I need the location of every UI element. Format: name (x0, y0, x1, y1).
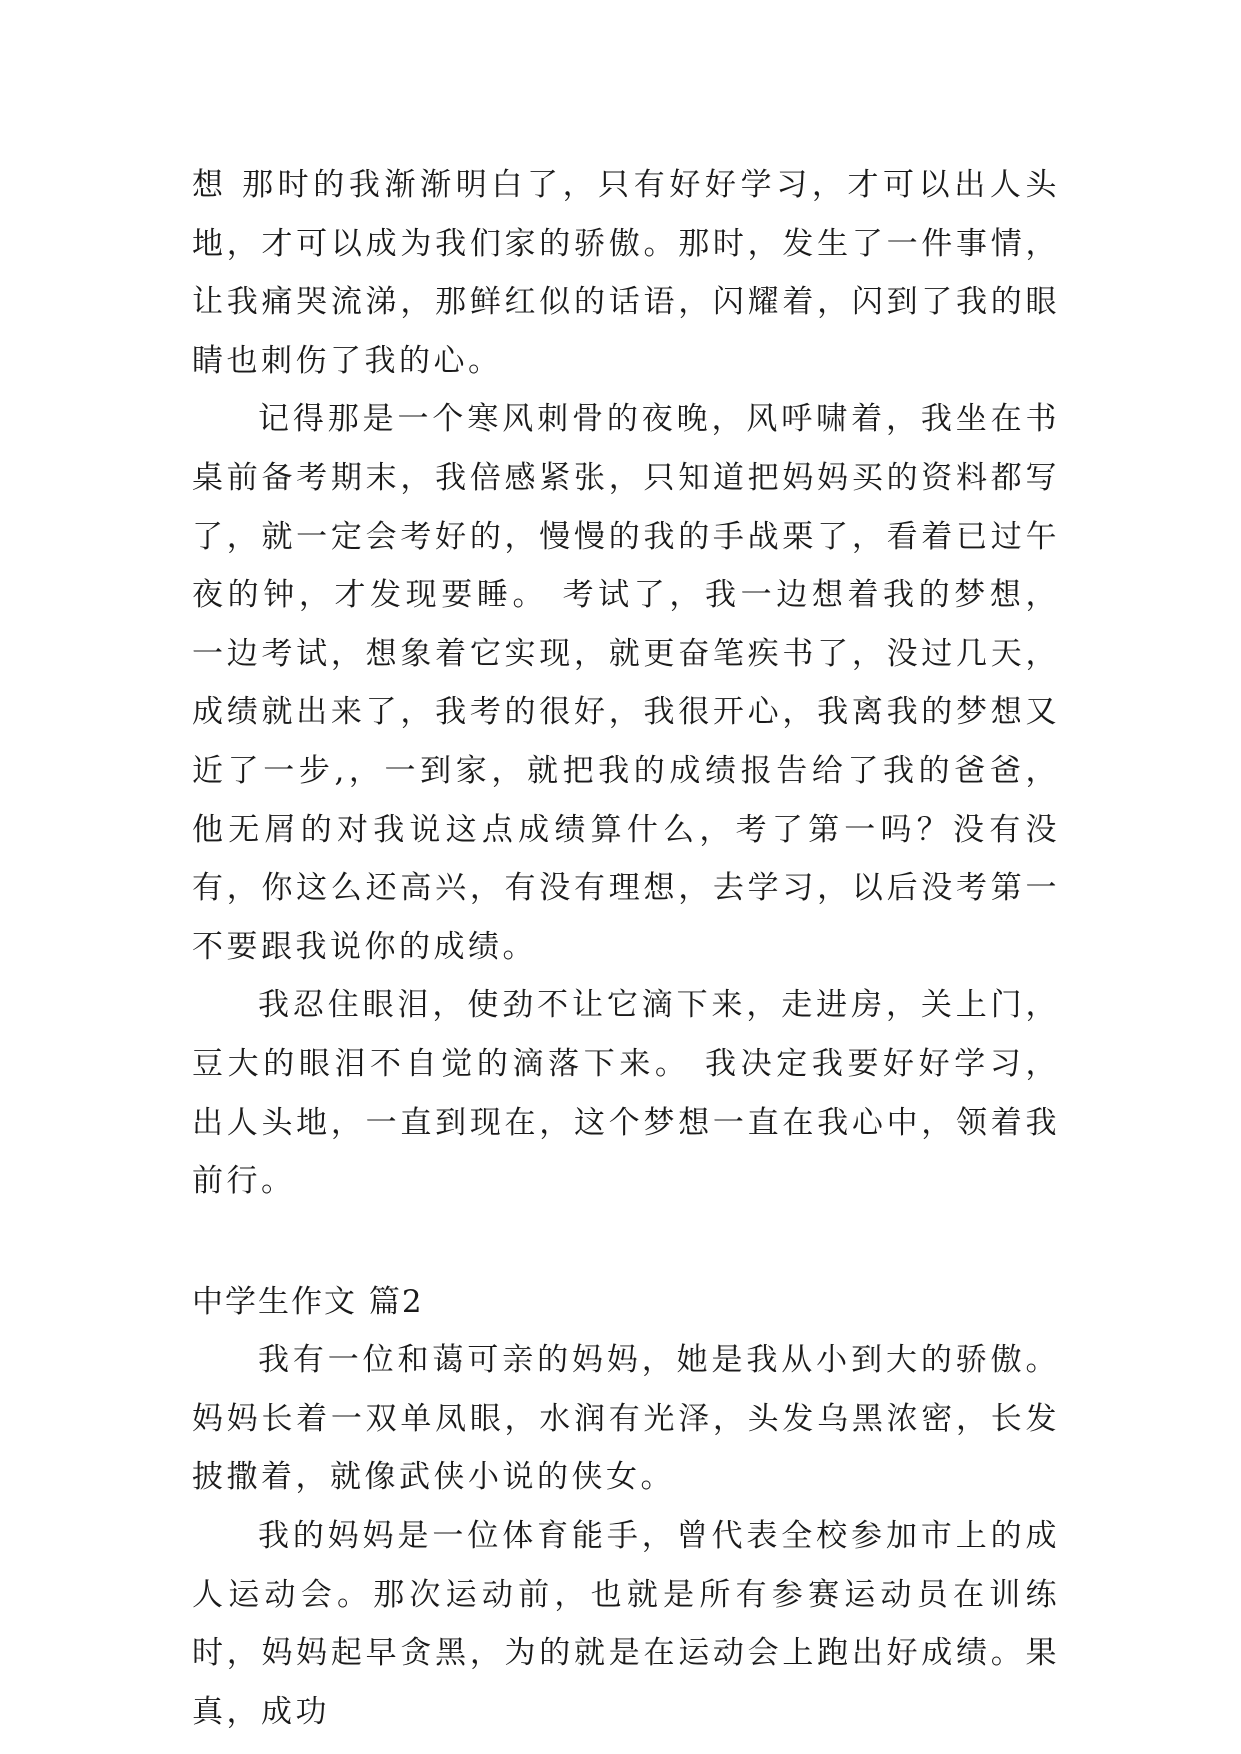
section-heading: 中学生作文 篇2 (192, 1283, 424, 1320)
paragraph-3: 我忍住眼泪，使劲不让它滴下来，走进房，关上门，豆大的眼泪不自觉的滴落下来。 我决定我要好好学习，出人头地，一直到现在，这个梦想一直在我心中，领着我前行。 (192, 987, 1060, 1200)
paragraph-4: 我有一位和蔼可亲的妈妈，她是我从小到大的骄傲。妈妈长着一双单凤眼，水润有光泽，头发乌黑浓密，长发披撒着，就像武侠小说的侠女。 (192, 1342, 1060, 1496)
document-body (192, 156, 1060, 1741)
paragraph-5: 我的妈妈是一位体育能手，曾代表全校参加市上的成人运动会。那次运动前，也就是所有参赛运动员在训练时，妈妈起早贪黑，为的就是在运动会上跑出好成绩。果真，成功 (192, 1518, 1060, 1730)
paragraph-2: 记得那是一个寒风刺骨的夜晚，风呼啸着，我坐在书桌前备考期末，我倍感紧张，只知道把妈妈买的资料都写了，就一定会考好的，慢慢的我的手战栗了，看着已过午夜的钟，才发现要睡。 考试了，我一边想着我的梦想，一边考试，想象着它实现，就更奋笔疾书了，没过几天，成绩就出来了，我考的很好，我很开心，我离我的梦想又近了一步,，一到家，就把我的成绩报告给了我的爸爸，他无屑的对我说这点成绩算什么，考了第一吗？没有没有，你这么还高兴，有没有理想，去学习，以后没考第一不要跟我说你的成绩。 (192, 401, 1060, 965)
paragraph-1: 想 那时的我渐渐明白了，只有好好学习，才可以出人头地，才可以成为我们家的骄傲。那时，发生了一件事情，让我痛哭流涕，那鲜红似的话语，闪耀着，闪到了我的眼睛也刺伤了我的心。 (192, 167, 1060, 379)
